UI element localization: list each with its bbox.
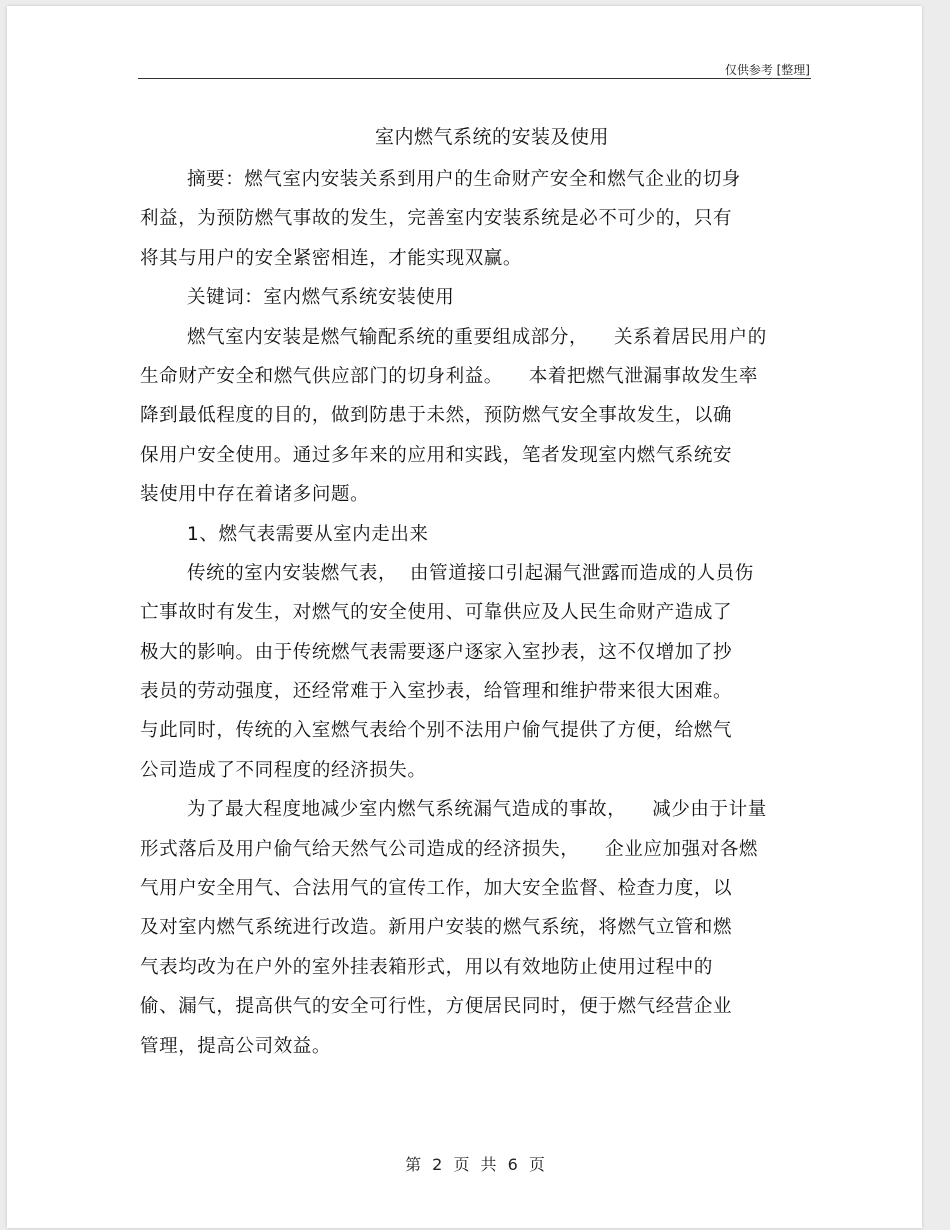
document-body xyxy=(140,160,820,1066)
document-page xyxy=(7,6,922,1228)
body-line: 为了最大程度地减少室内燃气系统漏气造成的事故， 减少由于计量 xyxy=(187,799,767,821)
body-line: 燃气室内安装是燃气输配系统的重要组成部分， 关系着居民用户的 xyxy=(187,326,767,348)
body-line: 气表均改为在户外的室外挂表箱形式，用以有效地防止使用过程中的 xyxy=(140,956,714,978)
body-line: 将其与用户的安全紧密相连，才能实现双赢。 xyxy=(140,247,523,269)
body-line: 1、燃气表需要从室内走出来 xyxy=(187,523,429,545)
body-line: 偷、漏气，提高供气的安全可行性，方便居民同时，便于燃气经营企业 xyxy=(140,996,733,1018)
body-line: 管理，提高公司效益。 xyxy=(140,1035,332,1057)
header-note: 仅供参考 [整理] xyxy=(724,63,810,77)
body-line: 关键词：室内燃气系统安装使用 xyxy=(187,287,455,309)
body-line: 利益，为预防燃气事故的发生，完善室内安装系统是必不可少的，只有 xyxy=(140,208,733,230)
body-line: 保用户安全使用。通过多年来的应用和实践，笔者发现室内燃气系统安 xyxy=(140,444,733,466)
body-line: 公司造成了不同程度的经济损失。 xyxy=(140,759,427,781)
body-line: 与此同时，传统的入室燃气表给个别不法用户偷气提供了方便，给燃气 xyxy=(140,720,733,742)
body-line: 降到最低程度的目的，做到防患于未然，预防燃气安全事故发生，以确 xyxy=(140,405,733,427)
body-line: 摘要：燃气室内安装关系到用户的生命财产安全和燃气企业的切身 xyxy=(187,169,741,190)
body-line: 传统的室内安装燃气表， 由管道接口引起漏气泄露而造成的人员伤 xyxy=(187,562,754,584)
body-line: 气用户安全用气、合法用气的宣传工作，加大安全监督、检查力度，以 xyxy=(140,878,733,900)
page-number-footer: 第 2 页 共 6 页 xyxy=(405,1155,545,1174)
body-line: 亡事故时有发生，对燃气的安全使用、可靠供应及人民生命财产造成了 xyxy=(140,602,733,624)
body-line: 形式落后及用户偷气给天然气公司造成的经济损失， 企业应加强对各燃 xyxy=(140,838,759,860)
body-line: 生命财产安全和燃气供应部门的切身利益。 本着把燃气泄漏事故发生率 xyxy=(140,365,759,387)
body-line: 极大的影响。由于传统燃气表需要逐户逐家入室抄表，这不仅增加了抄 xyxy=(140,641,733,663)
document-title: 室内燃气系统的安装及使用 xyxy=(374,126,609,148)
body-line: 表员的劳动强度，还经常难于入室抄表，给管理和维护带来很大困难。 xyxy=(140,681,733,703)
body-line: 及对室内燃气系统进行改造。新用户安装的燃气系统，将燃气立管和燃 xyxy=(140,917,733,939)
header-divider xyxy=(138,78,811,79)
body-line: 装使用中存在着诸多问题。 xyxy=(140,484,370,506)
